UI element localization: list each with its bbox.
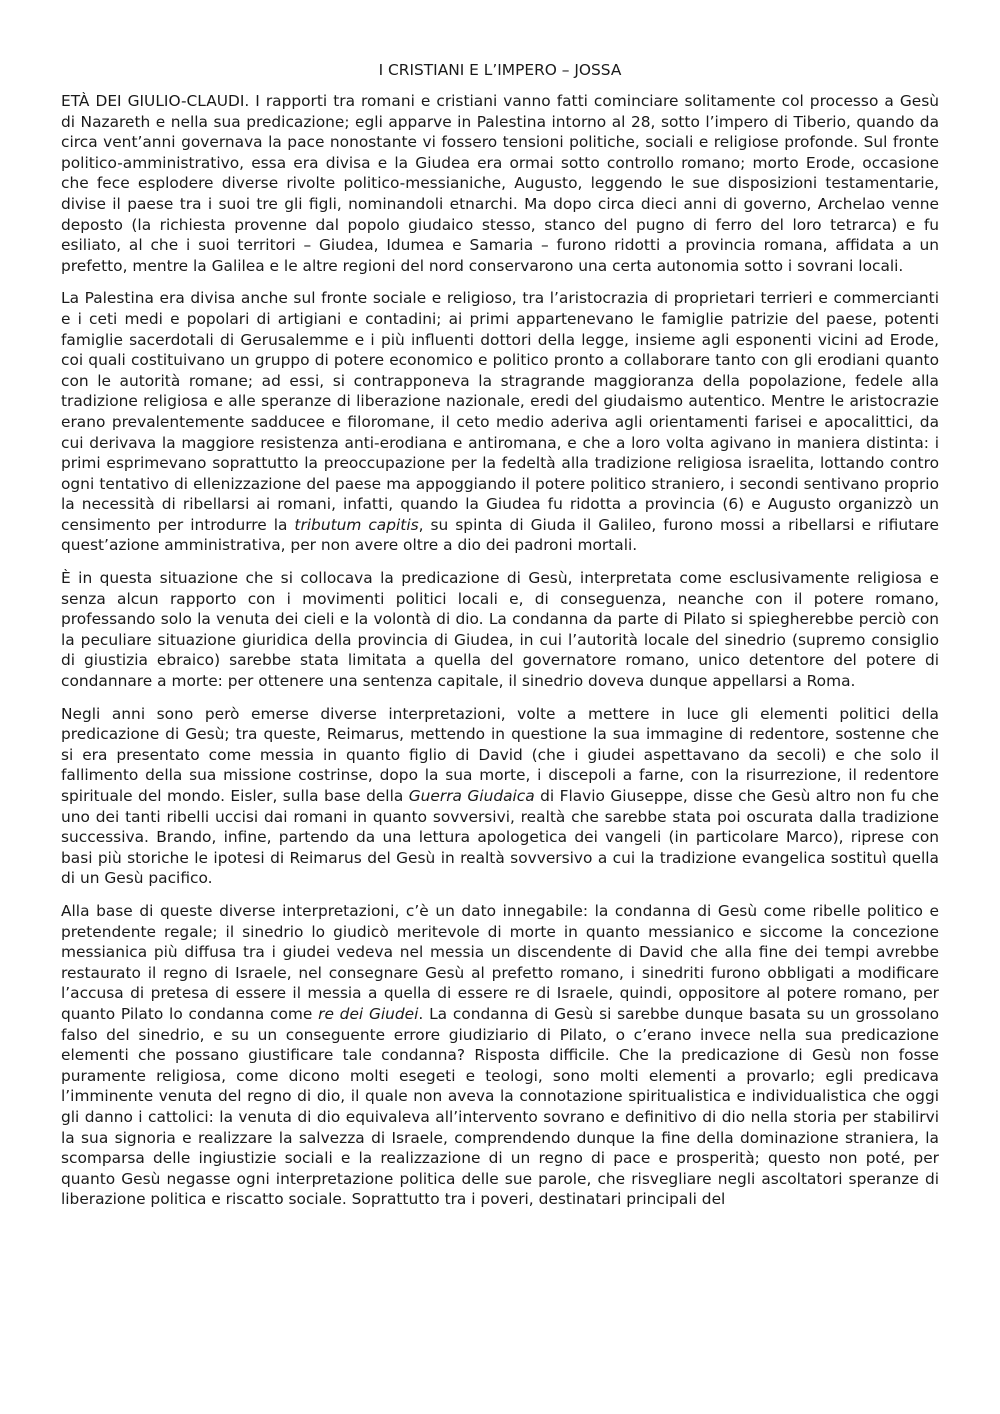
paragraph-text: La Palestina era divisa anche sul fronte sociale e religioso, tra l’aristocrazia di proprietari terrieri e commercianti e i ceti medi e popolari di artigiani e contadini; ai primi appartenevano le famiglie patrizie del paese, potenti famiglie sacerdotali di Gerusalemme e i più influenti dottori della legge, insieme agli esponenti vicini ad Erode, coi quali costituivano un gruppo di potere economico e politico pronto a collaborare tanto con gli erodiani quanto con le autorità romane; ad essi, si contrapponeva la stragrande maggioranza della popolazione, fedele alla tradizione religiosa e alle speranze di liberazione nazionale, eredi del giudaismo autentico. Mentre le aristocrazie erano prevalentemente sadducee e filoromane, il ceto medio aderiva agli orientamenti farisei e apocalittici, da cui derivava la maggiore resistenza anti-erodiana e antiromana, e che a loro volta agivano in maniera distinta: i primi esprimevano soprattutto la preoccupazione per la fedeltà alla tradizione religiosa israelita, lottando contro ogni tentativo di ellenizzazione del paese ma appoggiando il potere politico straniero, i secondi sentivano proprio la necessità di ribellarsi ai romani, infatti, quando la Giudea fu ridotta a provincia (6) e Augusto organizzò un censimento per introdurre la [61,289,939,534]
paragraph-text: Negli anni sono però emerse diverse interpretazioni, volte a mettere in luce gli elementi politici della predicazione di Gesù; tra queste, Reimarus, mettendo in questione la sua immagine di redentore, sostenne che si era presentato come messia in quanto figlio di David (che i giudei aspettavano da secoli) e che solo il fallimento della sua missione costrinse, dopo la sua morte, i discepoli a farne, con la risurrezione, il redentore spirituale del mondo. Eisler, sulla base della [61,704,939,805]
paragraph-text: , su spinta di Giuda il Galileo, furono mossi a ribellarsi e rifiutare quest’azione amministrativa, per non avere oltre a dio dei padroni mortali. [61,515,940,555]
paragraph [61,288,939,556]
paragraph-text: di Flavio Giuseppe, disse che Gesù altro non fu che uno dei tanti ribelli uccisi dai romani in quanto sovversivi, realtà che sarebbe stata poi oscurata dalla tradizione successiva. Brando, infine, partendo da una lettura apologetica dei vangeli (in particolare Marco), riprese con basi più storiche le ipotesi di Reimarus del Gesù in realtà sovversivo a cui la tradizione evangelica sostituì quella di un Gesù pacifico. [61,787,939,888]
italic-text: re dei Giudei [318,1004,419,1023]
paragraph [61,704,939,889]
italic-text: tributum capitis [294,515,419,534]
document-title: I CRISTIANI E L’IMPERO – JOSSA [378,61,622,79]
paragraph-text: . La condanna di Gesù si sarebbe dunque basata su un grossolano falso del sinedrio, e su un conseguente errore giudiziario di Pilato, o c’erano invece nella sua predicazione elementi che possano giustificare tale condanna? Risposta difficile. Che la predicazione di Gesù non fosse puramente religiosa, come dicono molti esegeti e teologi, sono molti elementi a provarlo; egli predicava l’imminente venuta del regno di dio, il quale non aveva la connotazione spiritualistica e individualistica che oggi gli danno i cattolici: la venuta di dio equivaleva all’intervento sovrano e definitivo di dio nella storia per stabilirvi la sua signoria e realizzare la salvezza di Israele, comprendendo dunque la fine della dominazione straniera, la scomparsa delle ingiustizie sociali e la realizzazione di un regno di pace e prosperità; questo non poté, per quanto Gesù negasse ogni interpretazione politica delle sue parole, che risvegliare negli ascoltatori speranze di liberazione politica e riscatto sociale. Soprattutto tra i poveri, destinatari principali del [61,1004,939,1209]
paragraph [61,568,939,692]
document-body [61,91,939,1210]
paragraph [61,901,939,1210]
paragraph [61,91,939,276]
paragraph-text: Alla base di queste diverse interpretazioni, c’è un dato innegabile: la condanna di Gesù come ribelle politico e pretendente regale; il sinedrio lo giudicò meritevole di morte in quanto messianico e siccome la concezione messianica più diffusa tra i giudei vedeva nel messia un discendente di David che alla fine dei tempi avrebbe restaurato il regno di Israele, nel consegnare Gesù al prefetto romano, i sinedriti furono obbligati a modificare l’accusa di pretesa di essere il messia a quella di essere re di Israele, quindi, oppositore al potere romano, per quanto Pilato lo condanna come [61,901,939,1023]
paragraph-text: È in questa situazione che si collocava la predicazione di Gesù, interpretata come esclusivamente religiosa e senza alcun rapporto con i movimenti politici locali e, di conseguenza, neanche con il potere romano, professando solo la venuta dei cieli e la volontà di dio. La condanna da parte di Pilato si spiegherebbe perciò con la peculiare situazione giuridica della provincia di Giudea, in cui l’autorità locale del sinedrio (supremo consiglio di giustizia ebraico) sarebbe stata limitata a quella del governatore romano, unico detentore del potere di condannare a morte: per ottenere una sentenza capitale, il sinedrio doveva dunque appellarsi a Roma. [61,569,939,691]
paragraph-text: ETÀ DEI GIULIO-CLAUDI. I rapporti tra romani e cristiani vanno fatti cominciare solitamente col processo a Gesù di Nazareth e nella sua predicazione; egli apparve in Palestina intorno al 28, sotto l’impero di Tiberio, quando da circa vent’anni governava la pace nonostante vi fossero tensioni politiche, sociali e religiose profonde. Sul fronte politico-amministrativo, essa era divisa e la Giudea era ormai sotto controllo romano; morto Erode, occasione che fece esplodere diverse rivolte politico-messianiche, Augusto, leggendo le sue disposizioni testamentarie, divise il paese tra i suoi tre gli figli, nominandoli etnarchi. Ma dopo circa dieci anni di governo, Archelao venne deposto (la richiesta provenne dal popolo giudaico stesso, stanco del pugno di ferro del loro tetrarca) e fu esiliato, al che i suoi territori – Giudea, Idumea e Samaria – furono ridotti a provincia romana, affidata a un prefetto, mentre la Galilea e le altre regioni del nord conservarono una certa autonomia sotto i sovrani locali. [61,92,939,275]
italic-text: Guerra Giudaica [408,787,535,805]
